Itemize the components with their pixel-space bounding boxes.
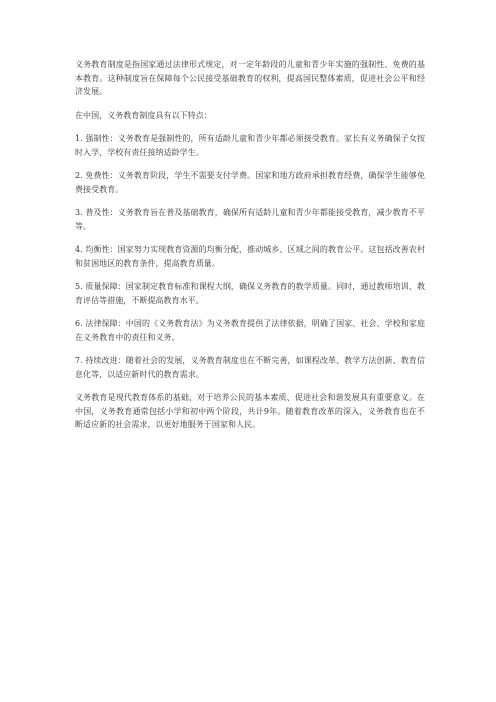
list-item-7: 7. 持续改进：随着社会的发展，义务教育制度也在不断完善，如课程改革、教学方法创新、教育信息化等，以适应新时代的教育需求。 — [75, 356, 425, 379]
list-item-1: 1. 强制性：义务教育是强制性的，所有适龄儿童和青少年都必须接受教育。家长有义务确保子女按时入学，学校有责任接纳适龄学生。 — [75, 134, 425, 157]
conclusion-paragraph: 义务教育是现代教育体系的基础，对于培养公民的基本素质、促进社会和谐发展具有重要意义。在中国，义务教育通常包括小学和初中两个阶段，共计9年。随着教育改革的深入，义务教育也在不断适应新的社会需求，以更好地服务于国家和人民。 — [75, 393, 425, 430]
list-item-6: 6. 法律保障：中国的《义务教育法》为义务教育提供了法律依据，明确了国家、社会、学校和家庭在义务教育中的责任和义务。 — [75, 319, 425, 342]
intro-paragraph: 义务教育制度是指国家通过法律形式规定，对一定年龄段的儿童和青少年实施的强制性、免费的基本教育。这种制度旨在保障每个公民接受基础教育的权利，提高国民整体素质，促进社会公平和经济发展。 — [75, 60, 425, 97]
document-body — [75, 58, 425, 442]
list-item-2: 2. 免费性：义务教育阶段，学生不需要支付学费。国家和地方政府承担教育经费，确保学生能够免费接受教育。 — [75, 171, 425, 194]
list-item-5: 5. 质量保障：国家制定教育标准和课程大纲，确保义务教育的教学质量。同时，通过教师培训、教育评估等措施，不断提高教育水平。 — [75, 282, 425, 305]
lead-paragraph: 在中国，义务教育制度具有以下特点： — [75, 110, 212, 120]
list-item-4: 4. 均衡性：国家努力实现教育资源的均衡分配，推动城乡、区域之间的教育公平。这包括改善农村和贫困地区的教育条件，提高教育质量。 — [75, 245, 425, 268]
list-item-3: 3. 普及性：义务教育旨在普及基础教育，确保所有适龄儿童和青少年都能接受教育，减少教育不平等。 — [75, 208, 425, 231]
